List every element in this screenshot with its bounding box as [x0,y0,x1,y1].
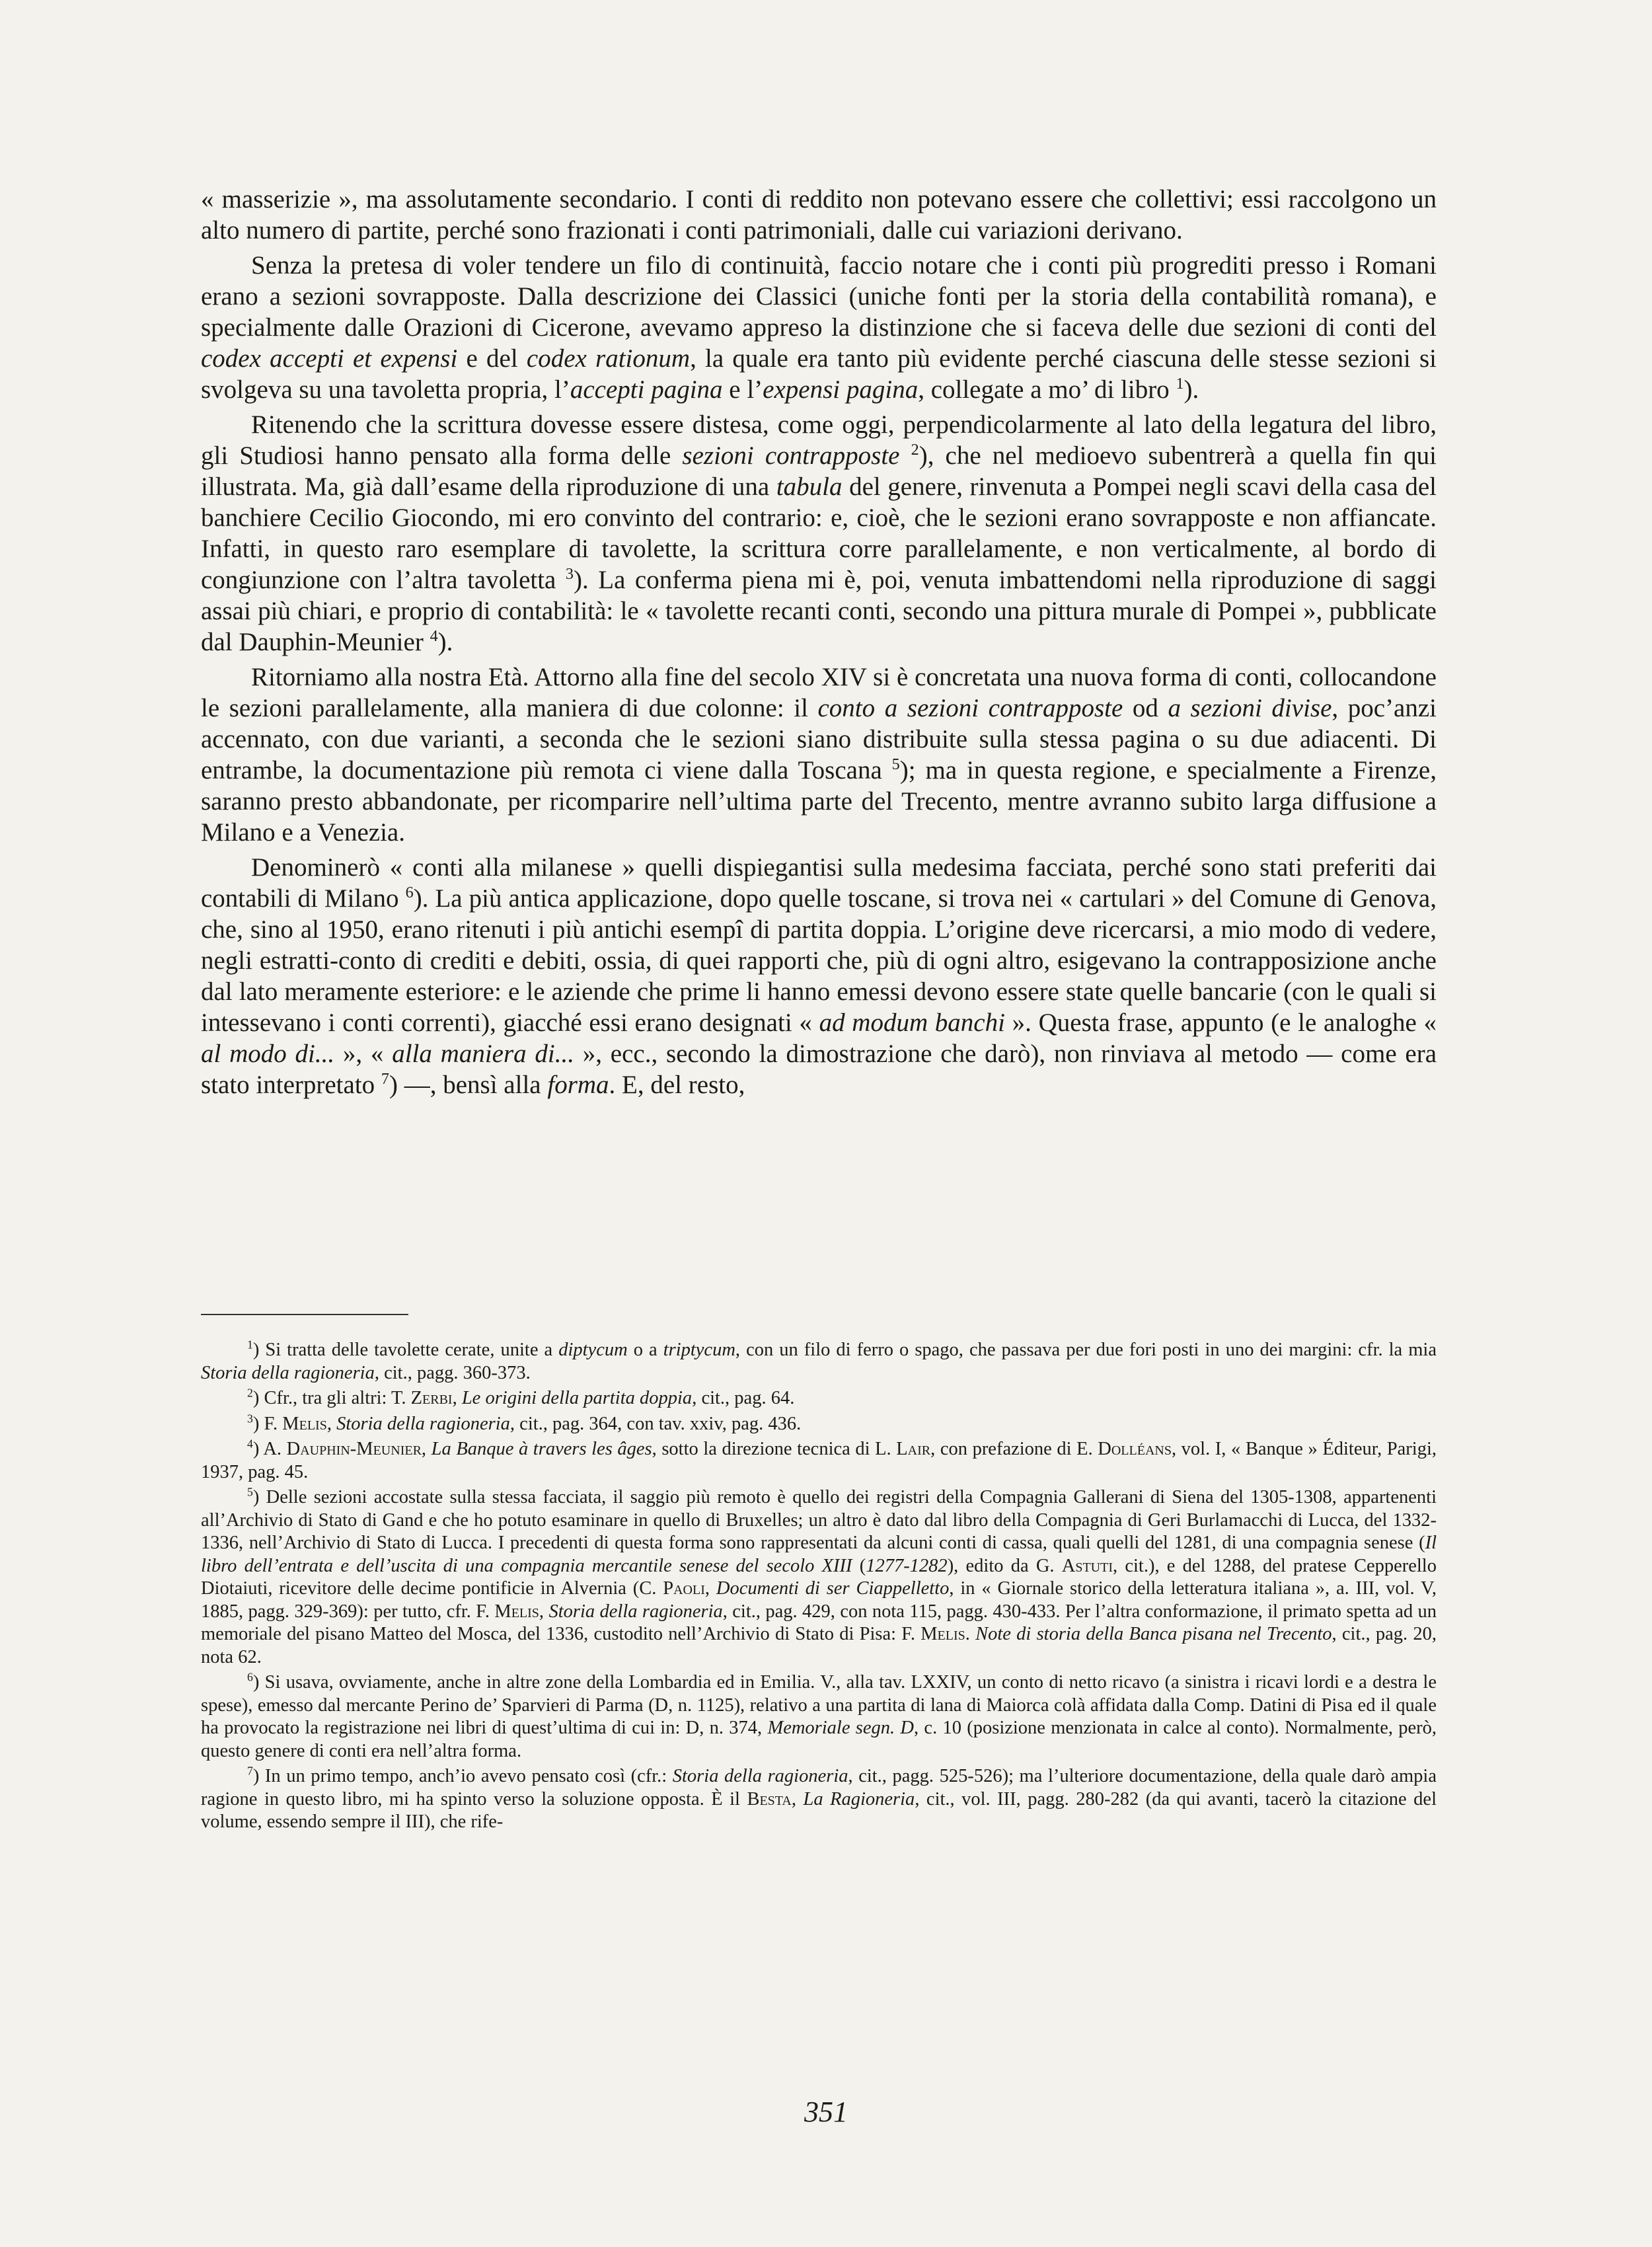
italic-text: Storia della ragioneria [201,1362,375,1383]
footnote-3: $^3$) F. Melis, Storia della ragioneria, cit., pag. 364, con tav. xxiv, pag. 436. [247,1412,802,1434]
italic-text: Storia della ragioneria [672,1766,848,1786]
footnote-2: $^2$) Cfr., tra gli altri: T. Zerbi, Le origini della partita doppia, cit., pag. 64. [247,1386,795,1408]
italic-text: Storia della ragioneria [548,1601,723,1622]
footnote-separator [201,1314,408,1315]
italic-text: al modo di... [201,1040,335,1068]
italic-text: alla maniera di... [392,1040,575,1068]
footnote-marker: 1 [247,1338,253,1352]
footnote-marker: 4 [247,1437,253,1451]
paragraph-2: Senza la pretesa di voler tendere un filo di continuità, faccio notare che i conti più progrediti presso i Romani erano a sezioni sovrapposte. Dalla descrizione dei Classici (uniche fonti per la storia della contabilità romana), e specialmente dalle Orazioni di Cicerone, avevamo appreso la distinzione che si faceva delle due sezioni di conti del codex accepti et expensi e del codex rationum, la quale era tanto più evidente perché ciascuna delle stesse sezioni si svolgeva su una tavoletta propria, l’accepti pagina e l’expensi pagina, collegate a mo’ di libro $^1$). [201,251,1437,404]
italic-text: ad modum banchi [819,1009,1005,1037]
footnote-5: $^5$) Delle sezioni accostate sulla stessa facciata, il saggio più remoto è quello dei registri della Compagnia Gallerani di Siena del 1305-1308, appartenenti all’Archivio di Stato di Gand e che ho potuto esaminare in quello di Bruxelles; un altro è dato dal libro della Compagnia di Geri Burlamacchi di Lucca, del 1332-1336, nell’Archivio di Stato di Lucca. I precedenti di questa forma sono rappresentati da alcuni conti di cassa, quali quelli del 1281, di una compagnia senese (Il libro dell’entrata e dell’uscita di una compagnia mercantile senese del secolo XIII (1277-1282), edito da G. Astuti, cit.), e del 1288, del pratese Cepperello Diotaiuti, ricevitore delle decime pontificie in Alvernia (C. Paoli, Documenti di ser Ciappelletto, in « Giornale storico della letteratura italiana », a. III, vol. V, 1885, pagg. 329-369): per tutto, cfr. F. Melis, Storia della ragioneria, cit., pag. 429, con nota 115, pagg. 430-433. Per l’altra conformazione, il primato spetta ad un memoriale del pisano Matteo del Mosca, del 1336, custodito nell’Archivio di Stato di Pisa: F. Melis. Note di storia della Banca pisana nel Trecento, cit., pag. 20, nota 62. [201,1485,1437,1667]
footnotes [201,1339,1437,1834]
footnote-marker: 3 [247,1412,253,1425]
italic-text: accepti pagina [570,375,723,404]
author-name: Lair [896,1439,931,1459]
italic-text: Documenti di ser Ciappelletto [716,1578,950,1599]
italic-text: sezioni contrapposte [682,441,900,470]
footnote-marker: 3 [565,565,574,583]
italic-text: a sezioni divise [1168,694,1332,722]
author-name: Melis [494,1601,539,1622]
italic-text: Le origini della partita doppia [461,1388,693,1408]
paragraph-3: Ritenendo che la scrittura dovesse essere distesa, come oggi, perpendicolarmente al lato della legatura del libro, gli Studiosi hanno pensato alla forma delle sezioni contrapposte $^2$), che nel medioevo subentrerà a quella fin qui illustrata. Ma, già dall’esame della riproduzione di una tabula del genere, rinvenuta a Pompei negli scavi della casa del banchiere Cecilio Giocondo, mi ero convinto del contrario: e, cioè, che le sezioni erano sovrapposte e non affiancate. Infatti, in questo raro esemplare di tavolette, la scrittura corre parallelamente, e non verticalmente, al bordo di congiunzione con l’altra tavoletta $^3$). La conferma piena mi è, poi, venuta imbattendomi nella riproduzione di saggi assai più chiari, e proprio di contabilità: le « tavolette recanti conti, secondo una pittura murale di Pompei », pubblicate dal Dauphin-Meunier $^4$). [201,410,1437,656]
footnote-marker: 5 [891,755,900,773]
author-name: Astuti [1061,1555,1113,1576]
footnote-marker: 2 [247,1386,253,1400]
author-name: Besta [747,1788,792,1809]
author-name: Dauphin-Meunier [286,1439,422,1459]
italic-text: expensi pagina [763,375,919,404]
italic-text: Il libro dell’entrata e dell’uscita di una compagnia mercantile senese del secolo XIII [201,1533,1437,1576]
italic-text: conto a sezioni contrapposte [817,694,1123,722]
author-name: Melis [920,1624,965,1644]
paragraph-1: « masserizie », ma assolutamente secondario. I conti di reddito non potevano essere che collettivi; essi raccolgono un alto numero di partite, perché sono frazionati i conti patrimoniali, dalle cui variazioni derivano. [201,185,1437,245]
italic-text: forma [547,1071,609,1099]
italic-text: 1277-1282 [866,1555,948,1576]
footnote-marker: 4 [430,627,438,645]
italic-text: La Banque à travers les âges [431,1439,652,1459]
italic-text: Memoriale segn. D [767,1718,915,1738]
italic-text: diptycum [558,1340,628,1360]
italic-text: La Ragioneria [803,1788,915,1809]
footnote-6: $^6$) Si usava, ovviamente, anche in altre zone della Lombardia ed in Emilia. V., alla tav. LXXIV, un conto di netto ricavo (a sinistra i ricavi lordi e a destra le spese), emesso dal mercante Perino de’ Sparvieri di Parma (D, n. 1125), relativo a una partita di lana di Maiorca colà affidata dalla Comp. Datini di Pisa ed il quale ha provocato la registrazione nei libri di quest’ultima di cui in: D, n. 374, Memoriale segn. D, c. 10 (posizione menzionata in calce al conto). Normalmente, però, questo genere di conti era nell’altra forma. [201,1670,1437,1761]
italic-text: Note di storia della Banca pisana nel Trecento [975,1624,1332,1644]
italic-text: triptycum [663,1340,735,1360]
footnote-marker: 1 [1176,375,1184,393]
footnote-marker: 7 [247,1764,253,1778]
footnote-marker: 5 [247,1485,253,1499]
italic-text: codex rationum [526,344,691,373]
author-name: Melis [282,1413,327,1434]
italic-text: Storia della ragioneria [336,1413,510,1434]
page-number: 351 [804,2096,848,2128]
footnote-marker: 6 [405,884,414,901]
footnote-4: $^4$) A. Dauphin-Meunier, La Banque à travers les âges, sotto la direzione tecnica di L. Lair, con prefazione di E. Dolléans, vol. I, « Banque » Éditeur, Parigi, 1937, pag. 45. [201,1437,1437,1482]
footnote-7: $^7$) In un primo tempo, anch’io avevo pensato così (cfr.: Storia della ragioneria, cit., pagg. 525-526); ma l’ulteriore documentazione, della quale darò ampia ragione in questo libro, mi ha spinto verso la soluzione opposta. È il Besta, La Ragioneria, cit., vol. III, pagg. 280-282 (da qui avanti, tacerò la citazione del volume, essendo sempre il III), che rife- [201,1764,1437,1832]
author-name: Dolléans [1098,1439,1172,1459]
main-text [201,184,1437,1100]
author-name: Paoli [663,1578,705,1599]
footnote-marker: 6 [247,1670,253,1684]
footnote-1: $^1$) Si tratta delle tavolette cerate, unite a diptycum o a triptycum, con un filo di ferro o spago, che passava per due fori posti in uno dei margini: cfr. la mia Storia della ragioneria, cit., pagg. 360-373. [201,1338,1437,1383]
footnote-marker: 7 [381,1070,389,1088]
italic-text: codex accepti et expensi [201,344,458,373]
author-name: Zerbi [410,1388,453,1408]
footnote-marker: 2 [911,441,919,459]
italic-text: tabula [776,473,843,501]
paragraph-5: Denominerò « conti alla milanese » quelli dispiegantisi sulla medesima facciata, perché sono stati preferiti dai contabili di Milano $^6$). La più antica applicazione, dopo quelle toscane, si trova nei « cartulari » del Comune di Genova, che, sino al 1950, erano ritenuti i più antichi esempî di partita doppia. L’origine deve ricercarsi, a mio modo di vedere, negli estratti-conto di crediti e debiti, ossia, di quei rapporti che, più di ogni altro, esigevano la contrapposizione anche dal lato meramente esteriore: e le aziende che prime li hanno emessi devono essere state quelle bancarie (con le quali si intessevano i conti correnti), giacché essi erano designati « ad modum banchi ». Questa frase, appunto (e le analoghe « al modo di... », « alla maniera di... », ecc., secondo la dimostrazione che darò), non rinviava al metodo — come era stato interpretato $^7$) —, bensì alla forma. E, del resto, [201,853,1437,1099]
paragraph-4: Ritorniamo alla nostra Età. Attorno alla fine del secolo XIV si è concretata una nuova forma di conti, collocandone le sezioni parallelamente, alla maniera di due colonne: il conto a sezioni contrapposte od a sezioni divise, poc’anzi accennato, con due varianti, a seconda che le sezioni siano distribuite sulla stessa pagina o su due adiacenti. Di entrambe, la documentazione più remota ci viene dalla Toscana $^5$); ma in questa regione, e specialmente a Firenze, saranno presto abbandonate, per ricomparire nell’ultima parte del Trecento, mentre avranno subito larga diffusione a Milano e a Venezia. [201,663,1437,847]
